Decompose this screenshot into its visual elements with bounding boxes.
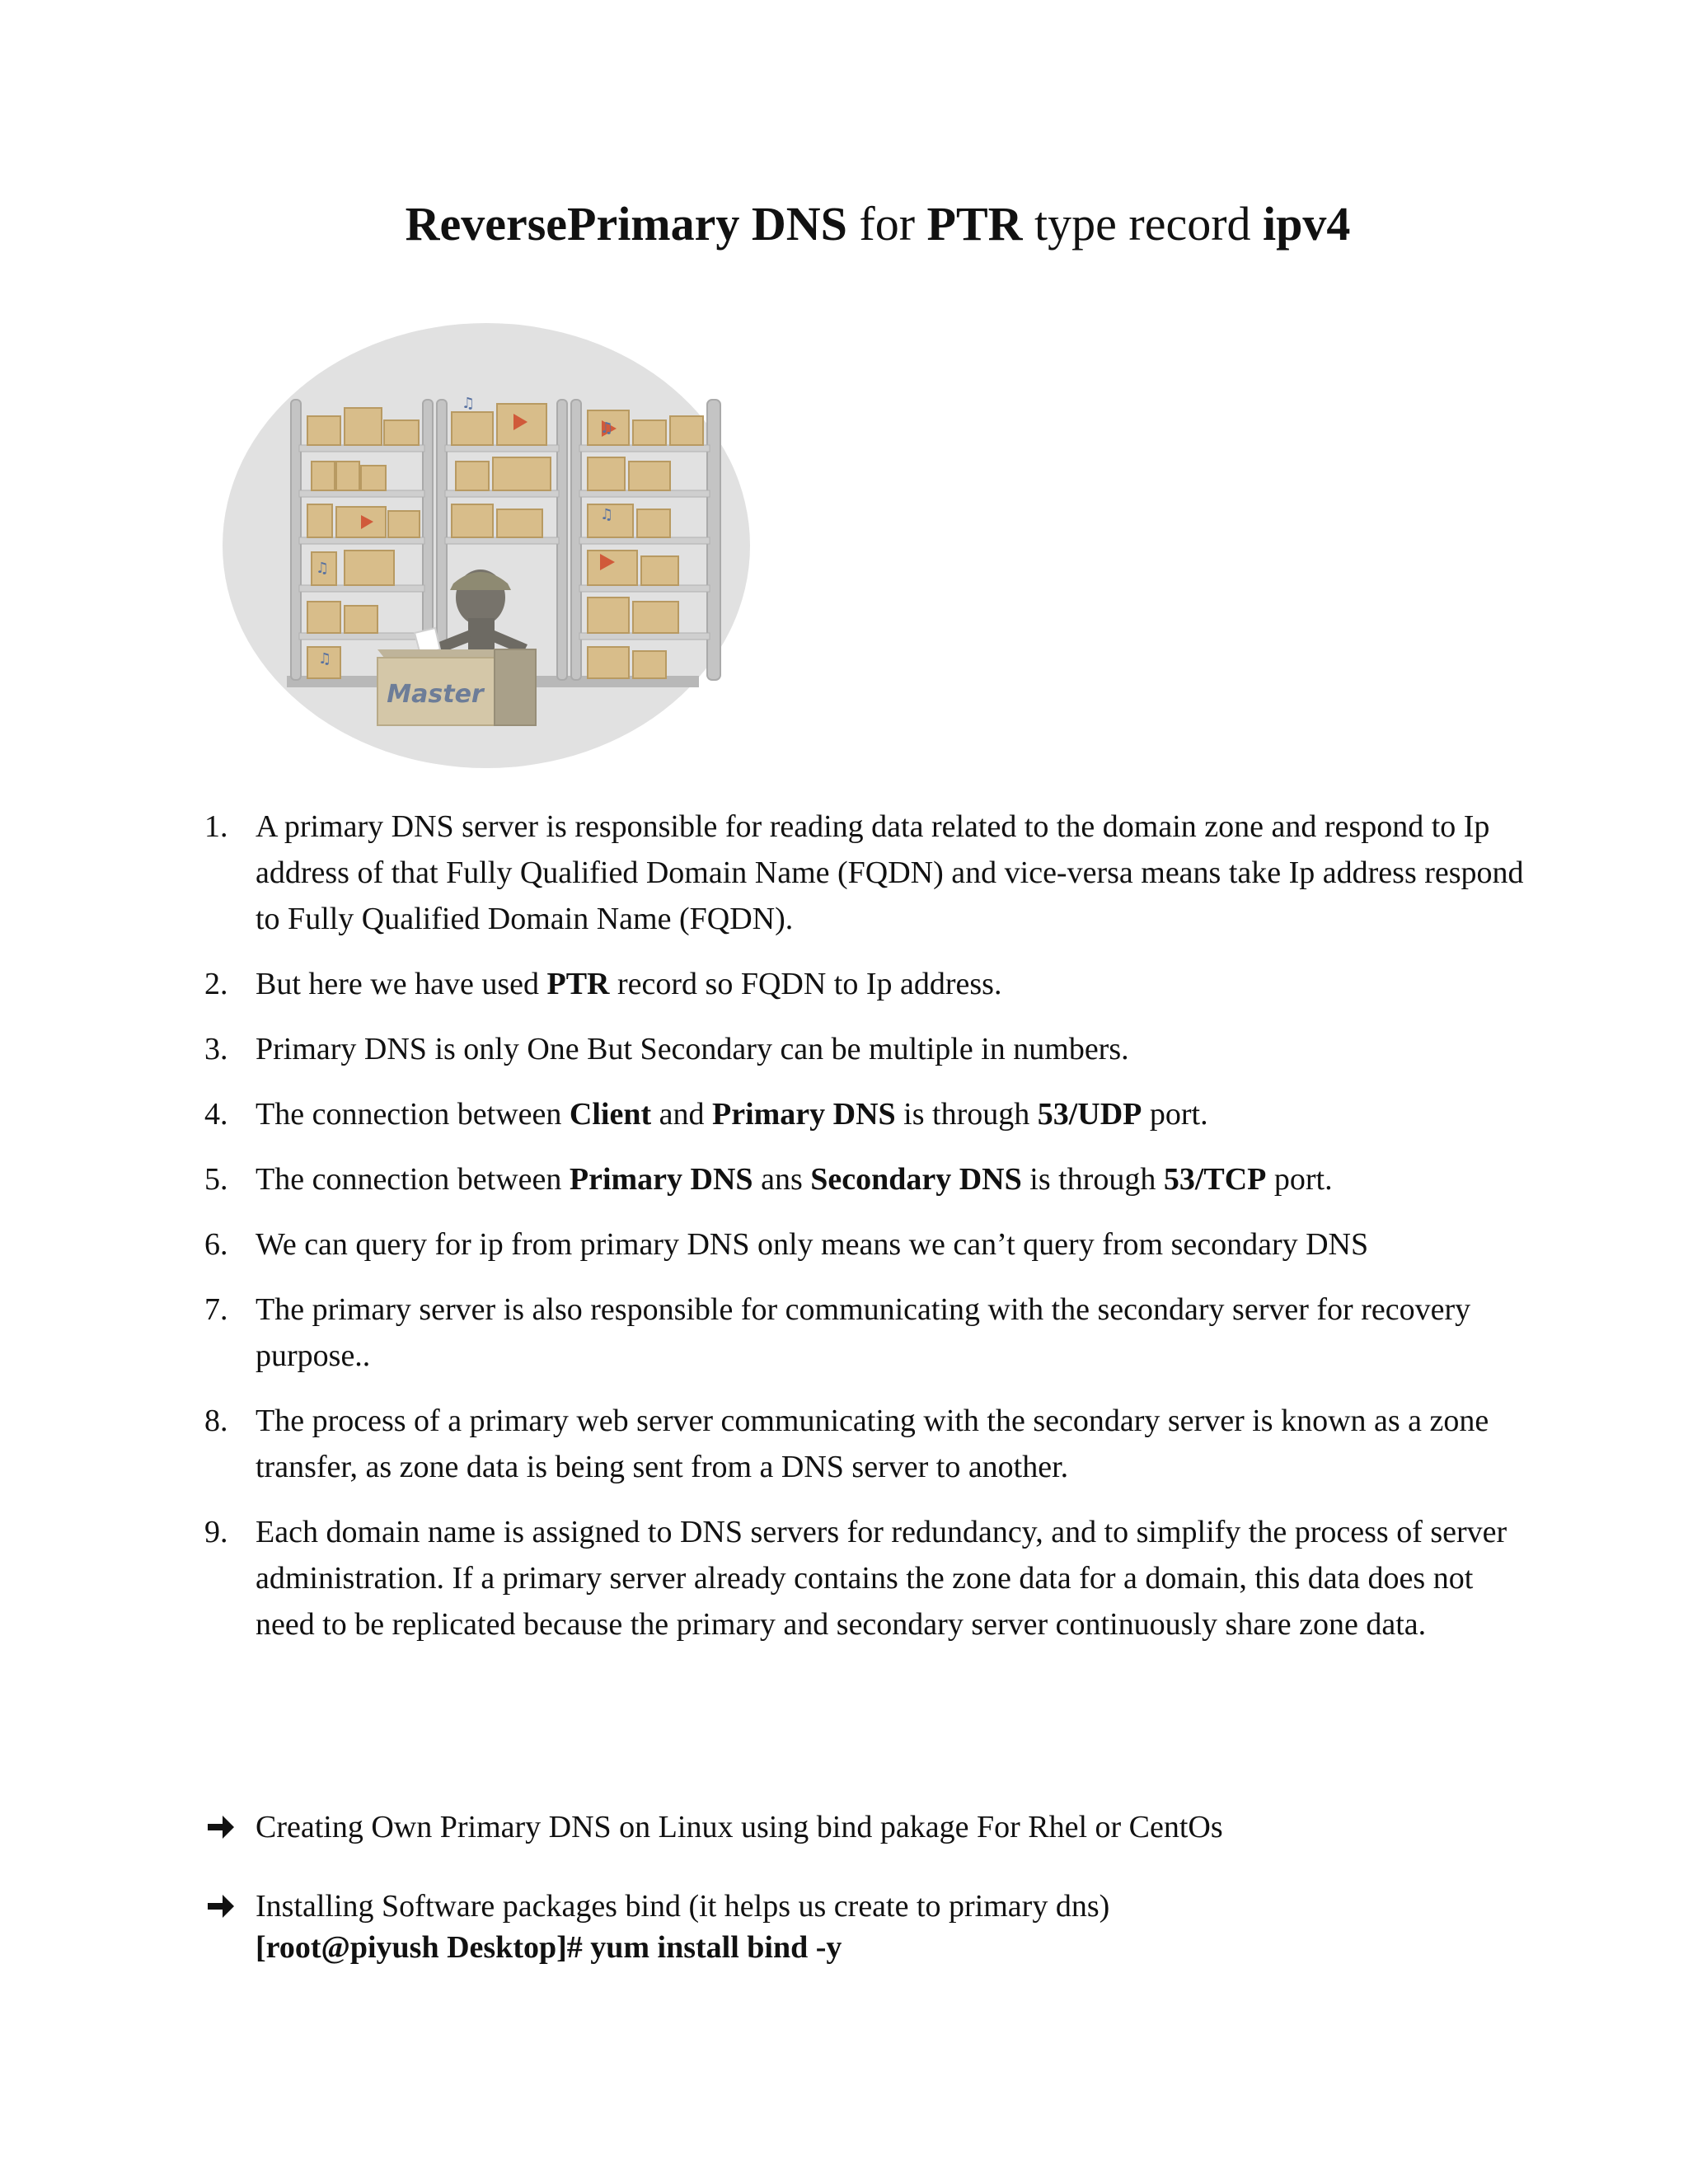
list-text: Primary DNS is only One But Secondary can be multiple in numbers. <box>256 1032 1129 1066</box>
list-text: port. <box>1266 1162 1333 1197</box>
list-text: But here we have used <box>256 967 547 1001</box>
list-text: and <box>651 1097 712 1132</box>
list-text: port. <box>1142 1097 1208 1132</box>
list-item <box>204 804 1540 942</box>
svg-text:♫: ♫ <box>600 506 614 523</box>
list-text: The process of a primary web server communicating with the secondary server is known as a zone transfer, as zone data is being sent from a DNS server to another. <box>256 1404 1489 1484</box>
list-item <box>204 961 1540 1007</box>
list-number: 1. <box>204 809 228 844</box>
list-number: 4. <box>204 1097 228 1132</box>
arrow-right-icon <box>206 1892 236 1920</box>
master-box-label: Master <box>387 680 484 709</box>
step-text: Installing Software packages bind (it helps us create to primary dns) <box>256 1889 1110 1924</box>
list-text-bold: Client <box>569 1097 652 1132</box>
svg-text:♫: ♫ <box>600 419 614 437</box>
title-bold-1: ReversePrimary DNS <box>405 197 847 251</box>
list-text-bold: Primary DNS <box>711 1097 896 1132</box>
svg-text:♫: ♫ <box>462 395 476 412</box>
list-number: 5. <box>204 1162 228 1197</box>
list-text-bold: 53/TCP <box>1163 1162 1267 1197</box>
arrow-right-icon <box>206 1813 236 1841</box>
list-text: The primary server is also responsible for communicating with the secondary server for recovery purpose.. <box>256 1292 1471 1373</box>
list-text: record so FQDN to Ip address. <box>609 967 1002 1001</box>
step-text: Creating Own Primary DNS on Linux using bind pakage For Rhel or CentOs <box>256 1810 1223 1844</box>
terminal-command: [root@piyush Desktop]# yum install bind -y <box>256 1930 842 1965</box>
list-number: 7. <box>204 1292 228 1327</box>
list-item <box>204 1221 1540 1268</box>
title-text-4: type record <box>1022 197 1264 251</box>
list-text: The connection between <box>256 1097 570 1132</box>
step-creating-dns <box>204 1807 1540 1848</box>
list-number: 8. <box>204 1404 228 1438</box>
list-item <box>204 1807 1540 1848</box>
list-text: A primary DNS server is responsible for reading data related to the domain zone and respond to Ip address of that Fully Qualified Domain Name (FQDN) and vice-versa means take Ip address respond to Fully Qualified Domain Name (FQDN). <box>256 809 1524 936</box>
list-text-bold: PTR <box>546 967 610 1001</box>
list-text: The connection between <box>256 1162 570 1197</box>
list-number: 9. <box>204 1515 228 1549</box>
dns-facts-list <box>204 804 1540 1666</box>
title-text-2: for <box>846 197 927 251</box>
dns-master-illustration <box>221 321 752 770</box>
list-item <box>204 1398 1540 1490</box>
svg-text:♫: ♫ <box>316 560 330 577</box>
title-bold-3: PTR <box>926 197 1023 251</box>
list-text: is through <box>1021 1162 1164 1197</box>
list-item <box>204 1286 1540 1379</box>
list-text: Each domain name is assigned to DNS servers for redundancy, and to simplify the process of server administration. If a primary server already contains the zone data for a domain, this data does not need to be replicated because the primary and secondary server continuously share zone data. <box>256 1515 1507 1642</box>
list-item <box>204 1156 1540 1202</box>
list-text-bold: Primary DNS <box>569 1162 753 1197</box>
list-number: 2. <box>204 967 228 1001</box>
svg-text:♫: ♫ <box>318 650 332 668</box>
list-text-bold: 53/UDP <box>1037 1097 1142 1132</box>
list-text-bold: Secondary DNS <box>810 1162 1022 1197</box>
list-item <box>204 1026 1540 1072</box>
list-text: ans <box>753 1162 811 1197</box>
step-install-bind <box>204 1886 1540 1968</box>
list-item <box>204 1886 1540 1968</box>
title-bold-5: ipv4 <box>1263 197 1351 251</box>
list-item <box>204 1509 1540 1647</box>
list-text: We can query for ip from primary DNS only means we can’t query from secondary DNS <box>256 1227 1369 1262</box>
page-title <box>0 191 1688 257</box>
list-item <box>204 1091 1540 1137</box>
list-text: is through <box>895 1097 1038 1132</box>
list-number: 6. <box>204 1227 228 1262</box>
list-number: 3. <box>204 1032 228 1066</box>
